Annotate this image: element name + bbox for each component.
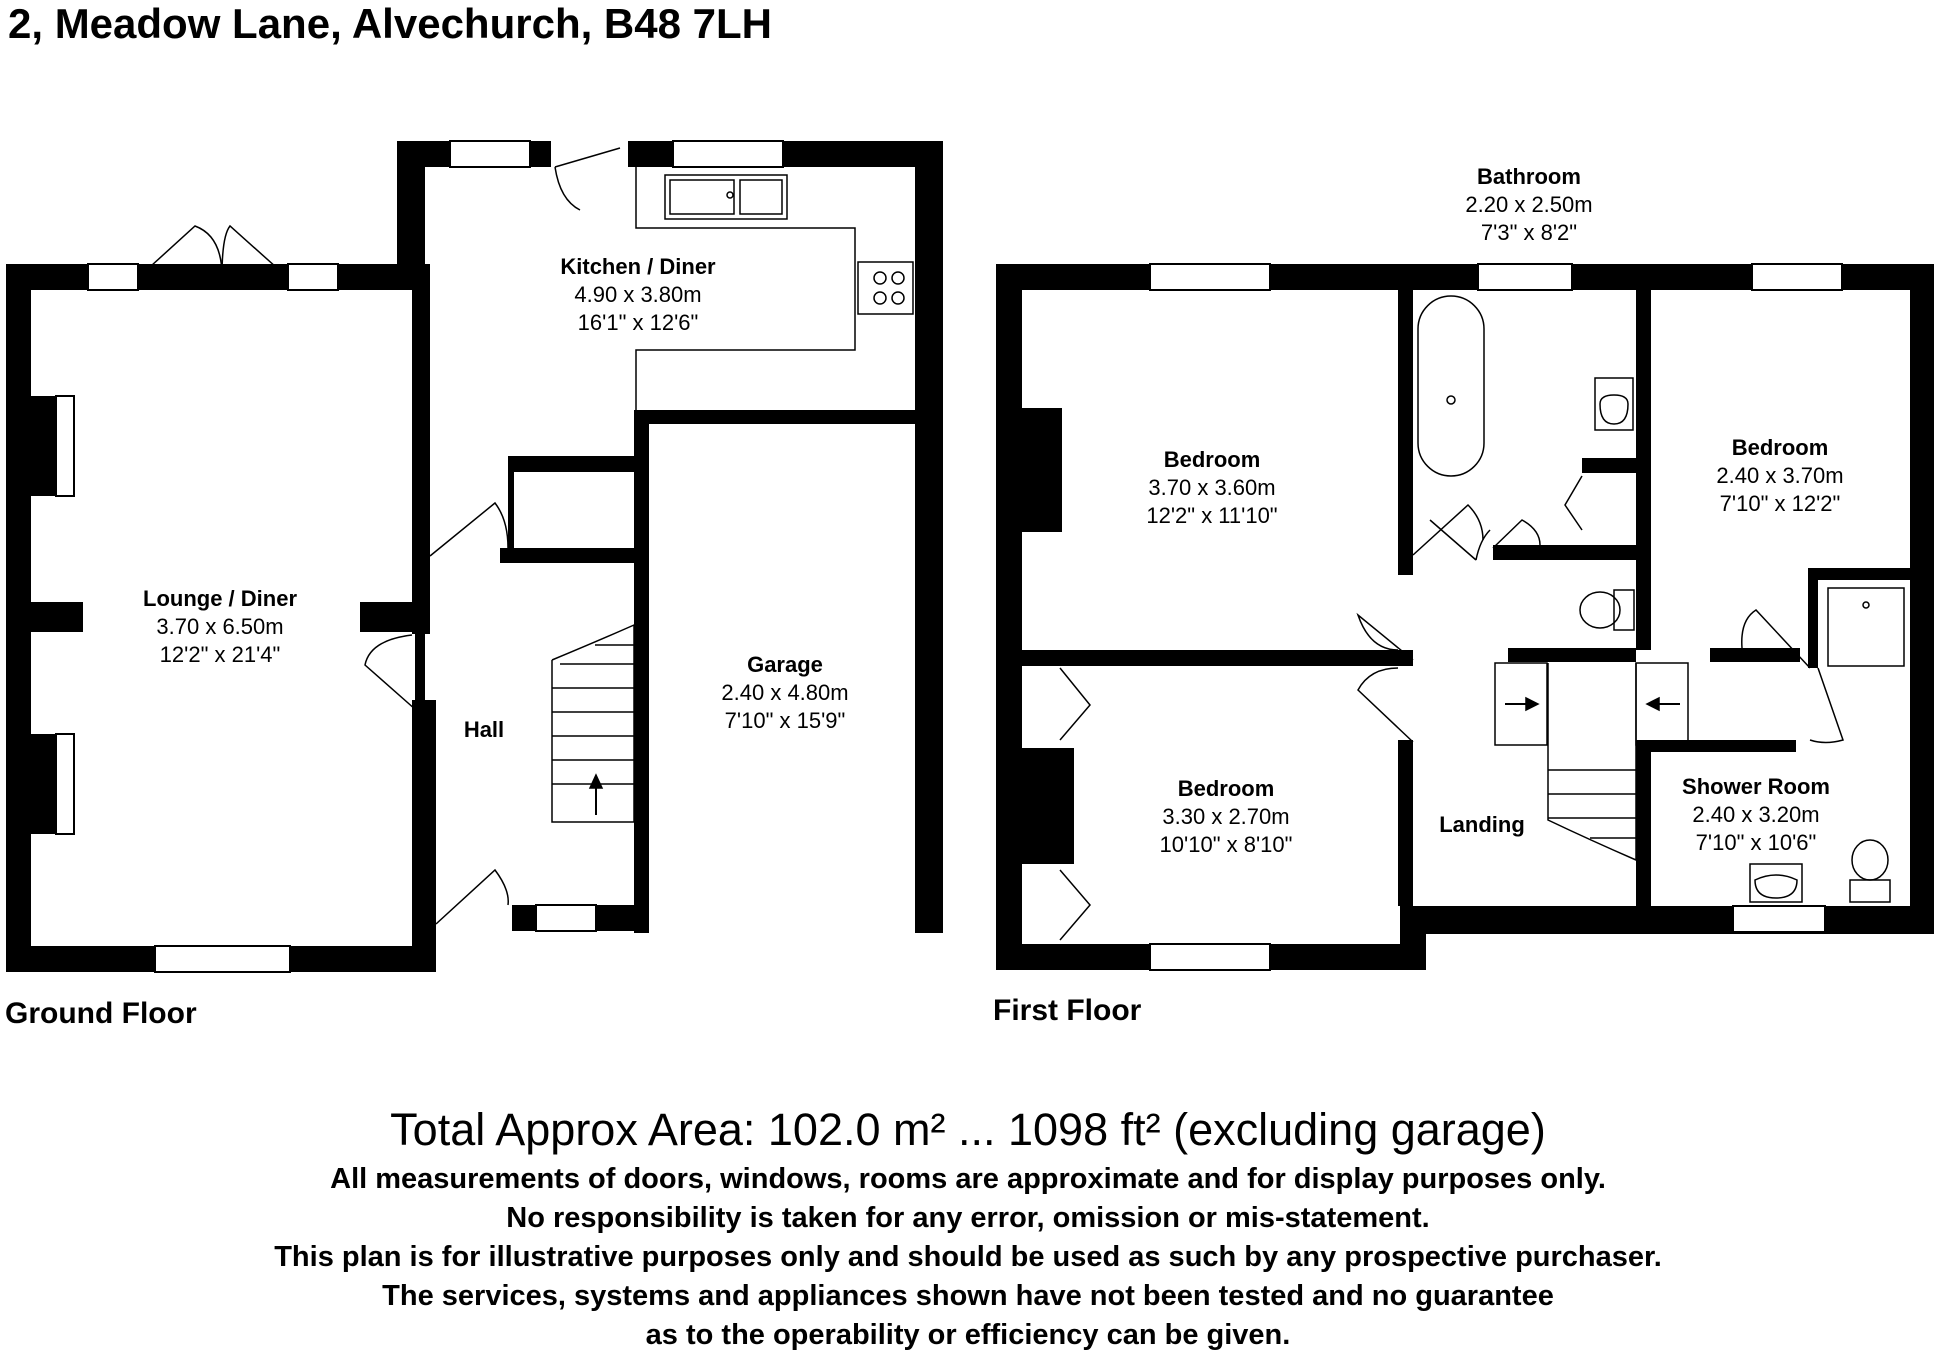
first-windows: [1150, 264, 1842, 970]
ground-floor-label: Ground Floor: [5, 997, 197, 1030]
bedroom2-imperial: 7'10" x 12'2": [1719, 491, 1841, 516]
disclaimer: [0, 1160, 1936, 1355]
lounge-metric: 3.70 x 6.50m: [156, 614, 284, 639]
bedroom2-metric: 2.40 x 3.70m: [1716, 463, 1844, 488]
bathroom-imperial: 7'3" x 8'2": [1480, 220, 1578, 245]
disclaimer-line: No responsibility is taken for any error, omission or mis-statement.: [506, 1202, 1430, 1234]
bathroom-name: Bathroom: [1477, 164, 1581, 189]
disclaimer-line: All measurements of doors, windows, rooms are approximate and for display purposes only.: [330, 1163, 1606, 1195]
shower-name: Shower Room: [1682, 774, 1830, 799]
property-address: 2, Meadow Lane, Alvechurch, B48 7LH: [8, 0, 772, 47]
kitchen-metric: 4.90 x 3.80m: [574, 282, 702, 307]
first-doors: [1358, 505, 1843, 743]
garage-metric: 2.40 x 4.80m: [721, 680, 849, 705]
disclaimer-line: This plan is for illustrative purposes only and should be used as such by any prospective purchaser.: [274, 1241, 1662, 1273]
kitchen-imperial: 16'1" x 12'6": [577, 310, 699, 335]
disclaimer-line: The services, systems and appliances shown have not been tested and no guarantee: [382, 1280, 1554, 1312]
disclaimer-line: as to the operability or efficiency can be given.: [645, 1319, 1291, 1351]
first-floor-label: First Floor: [993, 994, 1142, 1027]
bedroom1-metric: 3.70 x 3.60m: [1148, 475, 1276, 500]
bedroom1-name: Bedroom: [1163, 447, 1261, 472]
shower-metric: 2.40 x 3.20m: [1692, 802, 1820, 827]
ground-floor-plan: [6, 141, 943, 972]
bedroom1-imperial: 12'2" x 11'10": [1146, 503, 1278, 528]
hall-name: Hall: [463, 717, 505, 742]
bedroom3-metric: 3.30 x 2.70m: [1162, 804, 1290, 829]
lounge-name: Lounge / Diner: [143, 586, 297, 611]
bedroom3-name: Bedroom: [1177, 776, 1275, 801]
lounge-imperial: 12'2" x 21'4": [159, 642, 281, 667]
kitchen-name: Kitchen / Diner: [560, 254, 716, 279]
ground-stairs: [552, 625, 634, 822]
shower-imperial: 7'10" x 10'6": [1695, 830, 1817, 855]
first-floor-plan: [996, 264, 1934, 970]
garage-imperial: 7'10" x 15'9": [724, 708, 846, 733]
bedroom2-name: Bedroom: [1731, 435, 1829, 460]
landing-name: Landing: [1439, 812, 1525, 837]
total-area: Total Approx Area: 102.0 m² ... 1098 ft² (excluding garage): [390, 1104, 1546, 1155]
garage-name: Garage: [747, 652, 823, 677]
bathroom-metric: 2.20 x 2.50m: [1465, 192, 1593, 217]
bedroom3-imperial: 10'10" x 8'10": [1159, 832, 1293, 857]
